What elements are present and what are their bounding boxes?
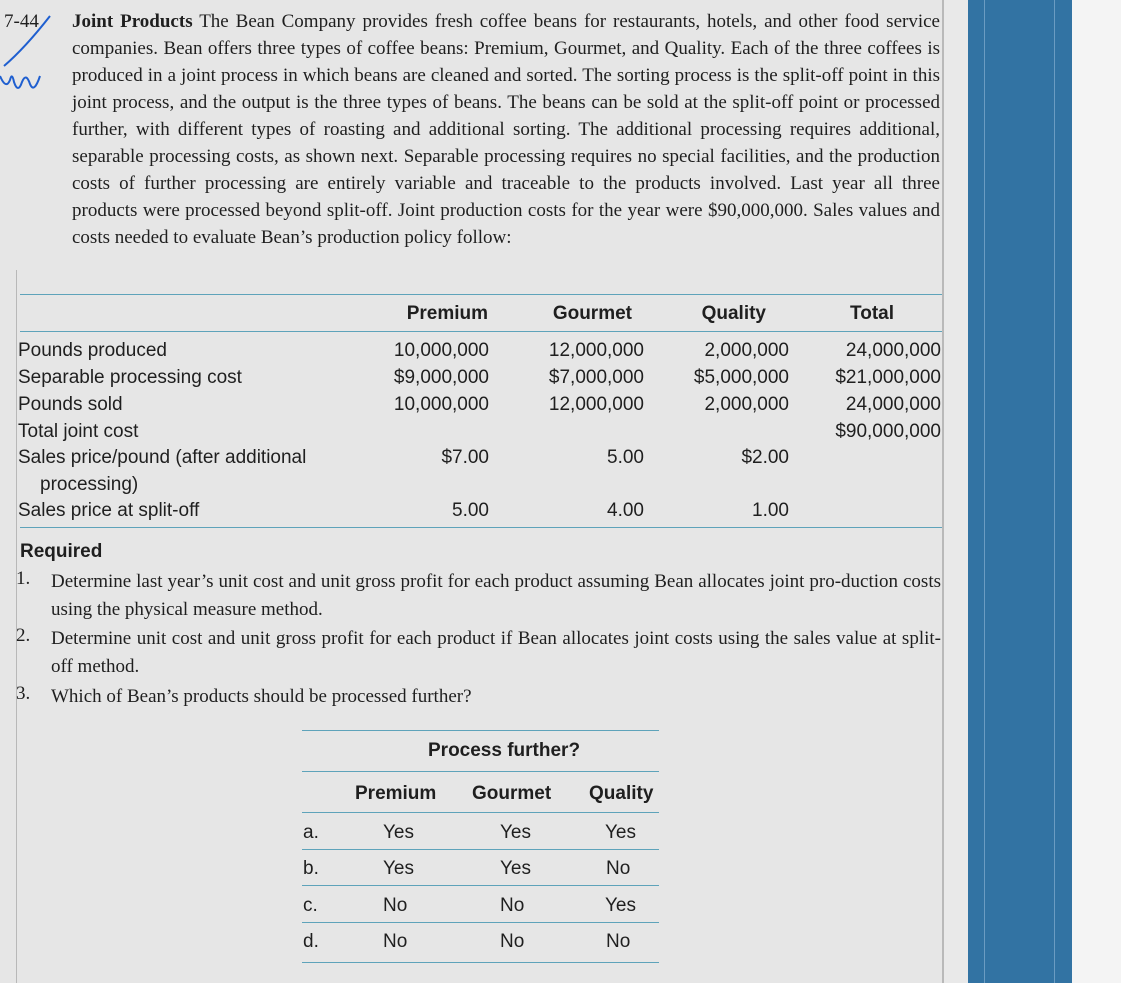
required-item-number: 2.	[16, 625, 31, 646]
table-cell: 1.00	[752, 500, 789, 521]
table-cell: 5.00	[607, 447, 644, 468]
header-gourmet: Gourmet	[552, 303, 632, 324]
process-header-quality: Quality	[589, 783, 654, 804]
side-panel	[968, 0, 1072, 983]
table-cell: 10,000,000	[393, 394, 489, 415]
process-row-rule	[302, 922, 659, 923]
table-cell: 5.00	[452, 500, 489, 521]
process-cell: No	[383, 895, 408, 916]
problem-statement	[72, 8, 940, 251]
process-cell: No	[500, 895, 525, 916]
header-premium: Premium	[406, 303, 488, 324]
problem-body: The Bean Company provides fresh coffee beans for restaurants, hotels, and other food service companies. Bean offers three types of coffee beans: Premium, Gourmet, and Quality. Each of the three coffees is produced in a joint process in which beans are cleaned and sorted. The sorting process is the split-off point in this joint process, and the output is the three types of beans. The beans can be sold at the split-off point or processed further, with different types of roasting and additional sorting. The additional processing requires additional, separable processing costs, as shown next. Separable processing requires no special facilities, and the production costs of further processing are entirely variable and traceable to the products involved. Last year all three products were processed beyond split-off. Joint production costs for the year were $90,000,000. Sales values and costs needed to evaluate Bean’s production policy follow:	[72, 11, 940, 248]
table-cell: $90,000,000	[835, 421, 941, 442]
process-row-label: a.	[303, 822, 319, 843]
table-cell: 12,000,000	[548, 394, 644, 415]
required-item-number: 1.	[16, 568, 31, 589]
required-item-number: 3.	[16, 683, 31, 704]
required-item-text: Determine last year’s unit cost and unit gross profit for each product assuming Bean allocates joint pro-duction costs using the physical measure method.	[51, 571, 941, 620]
table-cell: $7,000,000	[548, 367, 644, 388]
table-cell: $21,000,000	[835, 367, 941, 388]
table-cell: 2,000,000	[704, 340, 789, 361]
required-item-text: Determine unit cost and unit gross profit for each product if Bean allocates joint costs using the sales value at split-off method.	[51, 628, 941, 677]
process-cell: No	[500, 931, 525, 952]
process-row-label: d.	[303, 931, 319, 952]
table-row-label: Total joint cost	[18, 421, 139, 442]
process-table-top-rule	[302, 730, 659, 731]
process-row-label: c.	[303, 895, 318, 916]
required-heading: Required	[20, 541, 103, 562]
table-cell: $7.00	[441, 447, 489, 468]
process-table-bottom-rule	[302, 962, 659, 963]
process-row-label: b.	[303, 858, 319, 879]
table-cell: 12,000,000	[548, 340, 644, 361]
table-row-label: Separable processing cost	[18, 367, 242, 388]
required-item-text: Which of Bean’s products should be processed further?	[51, 686, 472, 707]
process-cell: Yes	[500, 858, 531, 879]
process-header-premium: Premium	[355, 783, 437, 804]
header-total: Total	[850, 303, 894, 324]
process-table-title: Process further?	[428, 740, 581, 761]
table-cell: $2.00	[741, 447, 789, 468]
problem-title: Joint Products	[72, 11, 193, 32]
table-row-label: Pounds produced	[18, 340, 167, 361]
problem-number: 7-44	[4, 11, 39, 32]
process-cell: No	[606, 931, 631, 952]
process-cell: Yes	[605, 895, 636, 916]
process-cell: No	[383, 931, 408, 952]
table-cell: 24,000,000	[845, 340, 941, 361]
table-cell: 2,000,000	[704, 394, 789, 415]
right-margin	[1072, 0, 1121, 983]
process-cell: Yes	[383, 858, 414, 879]
process-cell: Yes	[383, 822, 414, 843]
process-cell: Yes	[500, 822, 531, 843]
table-header-rule	[20, 331, 942, 332]
table-cell: 10,000,000	[393, 340, 489, 361]
table-row-label-continued: processing)	[40, 474, 139, 495]
table-row-label: Sales price/pound (after additional	[18, 447, 307, 468]
header-quality: Quality	[701, 303, 766, 324]
table-cell: $5,000,000	[693, 367, 789, 388]
table-bottom-rule	[20, 527, 942, 528]
table-cell: 4.00	[607, 500, 644, 521]
table-top-rule	[20, 294, 942, 295]
process-cell: Yes	[605, 822, 636, 843]
process-table-header-rule	[302, 812, 659, 813]
process-header-gourmet: Gourmet	[472, 783, 552, 804]
process-table-title-rule	[302, 771, 659, 772]
table-row-label: Sales price at split-off	[18, 500, 200, 521]
table-cell: 24,000,000	[845, 394, 941, 415]
table-cell: $9,000,000	[393, 367, 489, 388]
process-cell: No	[606, 858, 631, 879]
table-row-label: Pounds sold	[18, 394, 123, 415]
process-row-rule	[302, 885, 659, 886]
page-gutter	[944, 0, 968, 983]
process-row-rule	[302, 849, 659, 850]
